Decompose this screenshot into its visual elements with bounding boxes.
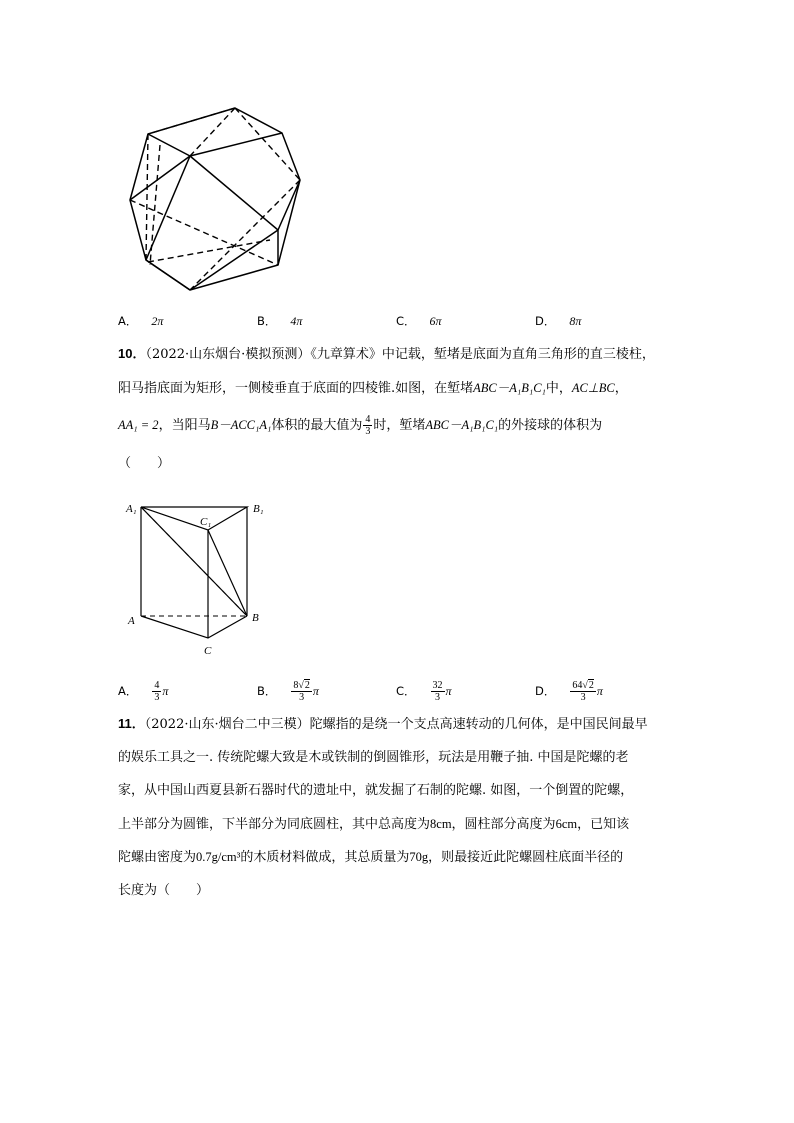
q9-option-d[interactable]: D． 8π: [535, 313, 582, 328]
q11-line-6: 长度为（ ）: [118, 883, 210, 898]
label-c: C: [204, 645, 212, 657]
prism-figure: [120, 492, 280, 662]
label-a: A: [128, 615, 135, 627]
q10-line-3: AA₁ = 2，当阳马B－ACC₁A₁体积的最大值为 $\frac{4}{3}$ 时，堑堵ABC－A₁B₁C₁的外接球的体积为: [118, 414, 603, 437]
q10-answer-blank: （ ）: [118, 456, 171, 471]
q9-options: [118, 306, 678, 336]
q9-option-a[interactable]: A． 2π: [118, 313, 164, 328]
q10-option-c[interactable]: C． $\frac{32}{3}$ π: [396, 679, 452, 703]
label-b1: B₁: [253, 503, 264, 515]
q11-line-5: 陀螺由密度为0.7g/cm³的木质材料做成，其总质量为70g，则最接近此陀螺圆柱底面半径的: [118, 850, 624, 865]
q11-line-4: 上半部分为圆锥，下半部分为同底圆柱，其中总高度为8cm，圆柱部分高度为6cm，已知该: [118, 817, 630, 832]
q10-line-1: 10．（2022·山东烟台·模拟预测）《九章算术》中记载，堑堵是底面为直角三角形的直三棱柱，: [118, 346, 655, 362]
q11-line-1: 11．（2022·山东·烟台二中三模）陀螺指的是绕一个支点高速转动的几何体，是中国民间最早: [118, 716, 648, 732]
q11-line-3: 家，从中国山西夏县新石器时代的遗址中，就发掘了石制的陀螺. 如图，一个倒置的陀螺，: [118, 783, 634, 798]
max-volume-fraction: $\frac{4}{3}$: [365, 414, 371, 437]
q9-option-c[interactable]: C． 6π: [396, 313, 442, 328]
q9-option-b[interactable]: B． 4π: [257, 313, 303, 328]
q10-source: （2022·山东烟台·模拟预测）: [145, 347, 311, 362]
label-c1: C₁: [200, 516, 212, 528]
q11-line-2: 的娱乐工具之一. 传统陀螺大致是木或铁制的倒圆锥形，玩法是用鞭子抽. 中国是陀螺的老: [118, 750, 629, 765]
q11-source: （2022·山东·烟台二中三模）: [144, 717, 310, 732]
q10-number: 10．: [118, 346, 146, 361]
q10-line-2: 阳马指底面为矩形，一侧棱垂直于底面的四棱锥.如图，在堑堵ABC－A₁B₁C₁中，AC⊥BC，: [118, 381, 628, 396]
q10-options: [118, 674, 678, 708]
label-b: B: [252, 612, 259, 624]
q10-option-d[interactable]: D． $\frac{64√2}{3}$ π: [535, 679, 603, 703]
polyhedron-figure: [126, 100, 306, 295]
q11-number: 11．: [118, 716, 145, 731]
label-a1: A₁: [126, 503, 137, 515]
q10-option-a[interactable]: A． $\frac{4}{3}$ π: [118, 679, 169, 703]
q10-option-b[interactable]: B． $\frac{8√2}{3}$ π: [257, 679, 319, 703]
